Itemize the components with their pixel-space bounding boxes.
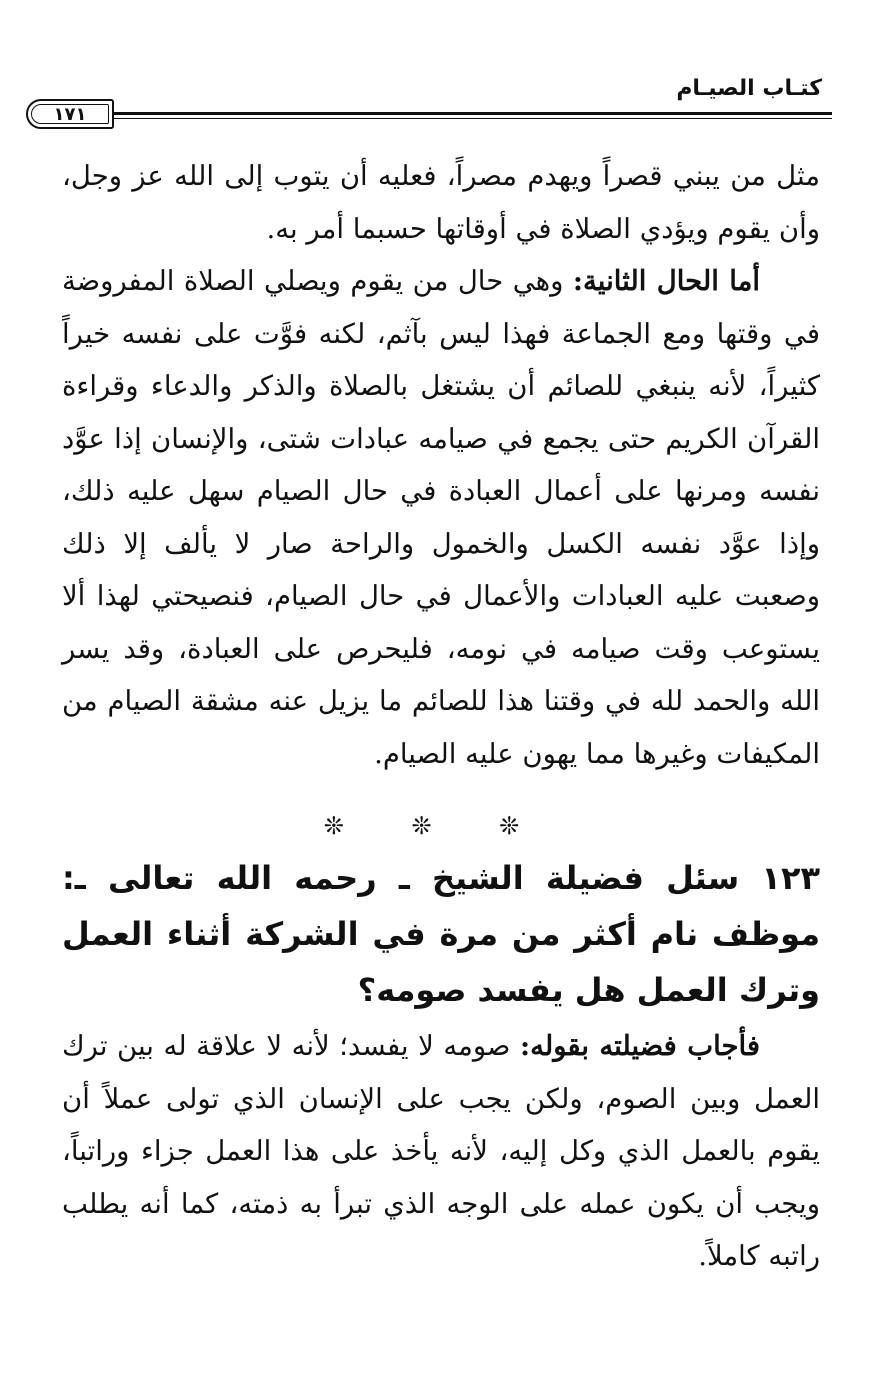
answer-block (62, 1020, 820, 1283)
section-one (62, 150, 820, 780)
header-rule-thick (110, 112, 832, 115)
answer-lead: فأجاب فضيلته بقوله: (519, 1030, 760, 1062)
paragraph-lead-heading: أما الحال الثانية: (572, 265, 760, 297)
answer-body: صومه لا يفسد؛ لأنه لا علاقة له بين ترك العمل وبين الصوم، ولكن يجب على الإنسان الذي تولى عملاً أن يقوم بالعمل الذي وكل إليه، لأنه يأخذ على هذا العمل جزاء وراتباً، ويجب أن يكون عمله على الوجه الذي تبرأ به ذمته، كما أنه يطلب راتبه كاملاً. (62, 1030, 820, 1272)
page-number-frame (26, 99, 114, 129)
paragraph-body: وهي حال من يقوم ويصلي الصلاة المفروضة في وقتها ومع الجماعة فهذا ليس بآثم، لكنه فوَّت على نفسه خيراً كثيراً، لأنه ينبغي للصائم أن يشتغل بالصلاة والذكر والدعاء وقراءة القرآن الكريم حتى يجمع في صيامه عبادات شتى، والإنسان إذا عوَّد نفسه ومرنها على أعمال العبادة في حال الصيام سهل عليه ذلك، وإذا عوَّد نفسه الكسل والخمول والراحة صار لا يألف إلا ذلك وصعبت عليه العبادات والأعمال في حال الصيام، فنصيحتي لهذا ألا يستوعب وقت صيامه في نومه، فليحرص على العبادة، وقد يسر الله والحمد لله في وقتنا هذا للصائم ما يزيل عنه مشقة الصيام من المكيفات وغيرها مما يهون عليه الصيام. (62, 265, 820, 770)
book-title: كتـاب الصيـام (676, 76, 822, 101)
paragraph-second-case (62, 255, 820, 780)
answer-paragraph (62, 1020, 820, 1283)
page-number: ١٧١ (53, 103, 87, 125)
paragraph-continuation: مثل من يبني قصراً ويهدم مصراً، فعليه أن يتوب إلى الله عز وجل، وأن يقوم ويؤدي الصلاة في أوقاتها حسبما أمر به. (62, 160, 820, 245)
page-header (26, 68, 832, 128)
section-separator: ❊ ❊ ❊ (323, 812, 550, 840)
question-text: ١٢٣ سئل فضيلة الشيخ ـ رحمه الله تعالى ـ: موظف نام أكثر من مرة في الشركة أثناء العمل وترك العمل هل يفسد صومه؟ (62, 859, 820, 1009)
header-rule-thin (110, 118, 832, 119)
question-block (62, 850, 820, 1018)
